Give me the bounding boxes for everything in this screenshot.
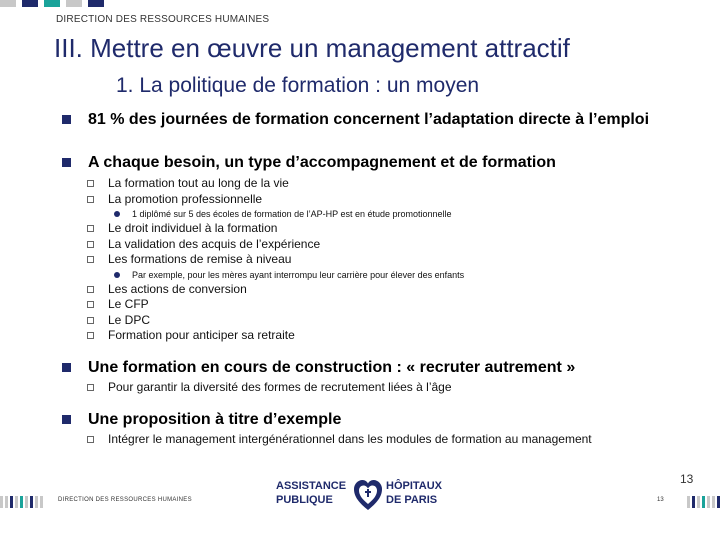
slide-subtitle: 1. La politique de formation : un moyen [116,74,480,97]
sub-bullet [62,176,672,192]
sub-bullet-text: Pour garantir la diversité des formes de recrutement liées à l’âge [108,379,452,394]
checkbox-bullet-icon [87,317,94,324]
sub-bullet [62,237,672,253]
sub-bullet [62,328,672,344]
sub-bullet-text: Le DPC [108,312,151,327]
bullet-3 [62,358,672,377]
note-text: 1 diplômé sur 5 des écoles de formation de l’AP-HP est en étude promotionnelle [132,209,452,219]
sub-bullet-text: Intégrer le management intergénérationnel dans les modules de formation au management [108,432,592,446]
sub-bullet [62,380,672,396]
sub-bullet [62,282,672,298]
sub-bullet-text: Le droit individuel à la formation [108,221,278,235]
decor-square [22,0,38,7]
sub-bullet-text: La validation des acquis de l’expérience [108,236,321,251]
footer-department-label: DIRECTION DES RESSOURCES HUMAINES [58,497,192,503]
sub-bullet [62,432,672,448]
footer-stripes-right [685,496,720,508]
bullet-4 [62,410,672,429]
checkbox-bullet-icon [87,332,94,339]
aphp-logo [276,478,446,514]
footer-page-number: 13 [657,497,664,503]
note-text: Par exemple, pour les mères ayant interrompu leur carrière pour élever des enfants [132,269,465,280]
sub-bullet-text: Le CFP [108,297,149,311]
bullet-text: 81 % des journées de formation concernent l’adaptation directe à l’emploi [88,111,650,128]
sub-bullet-text: Les formations de remise à niveau [108,252,292,266]
logo-text: HÔPITAUX [386,480,443,492]
dot-bullet-icon [114,272,120,278]
sub-bullet [62,297,672,313]
footer-stripes-left [0,496,45,508]
note-bullet [62,207,672,221]
slide-content [62,110,672,448]
note-bullet [62,268,672,282]
decor-square [44,0,60,7]
checkbox-bullet-icon [87,436,94,443]
square-bullet-icon [62,115,71,124]
logo-text: ASSISTANCE [276,480,347,492]
checkbox-bullet-icon [87,196,94,203]
logo-text: DE PARIS [386,494,438,506]
sub-bullet [62,313,672,329]
sub-bullet-text: La formation tout au long de la vie [108,176,289,190]
sub-bullet-text: La promotion professionnelle [108,191,263,206]
square-bullet-icon [62,415,71,424]
decor-square [88,0,104,7]
sub-bullet [62,252,672,268]
slide-title: III. Mettre en œuvre un management attractif [54,33,570,63]
header-decor-squares [0,0,110,7]
bullet-2 [62,153,672,172]
checkbox-bullet-icon [87,180,94,187]
bullet-text: A chaque besoin, un type d’accompagnement et de formation [88,154,556,171]
bullet-1 [62,110,672,129]
logo-text: PUBLIQUE [276,494,333,506]
checkbox-bullet-icon [87,301,94,308]
sub-bullet-text: Les actions de conversion [108,281,247,296]
page-number: 13 [680,472,694,486]
dot-bullet-icon [114,211,120,217]
heart-logo-icon [352,478,384,514]
square-bullet-icon [62,363,71,372]
checkbox-bullet-icon [87,384,94,391]
decor-square [66,0,82,7]
checkbox-bullet-icon [87,225,94,232]
decor-square [0,0,16,7]
sub-bullet [62,221,672,237]
department-label: DIRECTION DES RESSOURCES HUMAINES [56,14,270,25]
checkbox-bullet-icon [87,256,94,263]
checkbox-bullet-icon [87,241,94,248]
square-bullet-icon [62,158,71,167]
sub-bullet [62,192,672,208]
bullet-text: Une formation en cours de construction : « recruter autrement » [88,358,576,376]
bullet-2-subitems [62,176,672,344]
checkbox-bullet-icon [87,286,94,293]
sub-bullet-text: Formation pour anticiper sa retraite [108,328,295,342]
bullet-text: Une proposition à titre d’exemple [88,411,342,428]
